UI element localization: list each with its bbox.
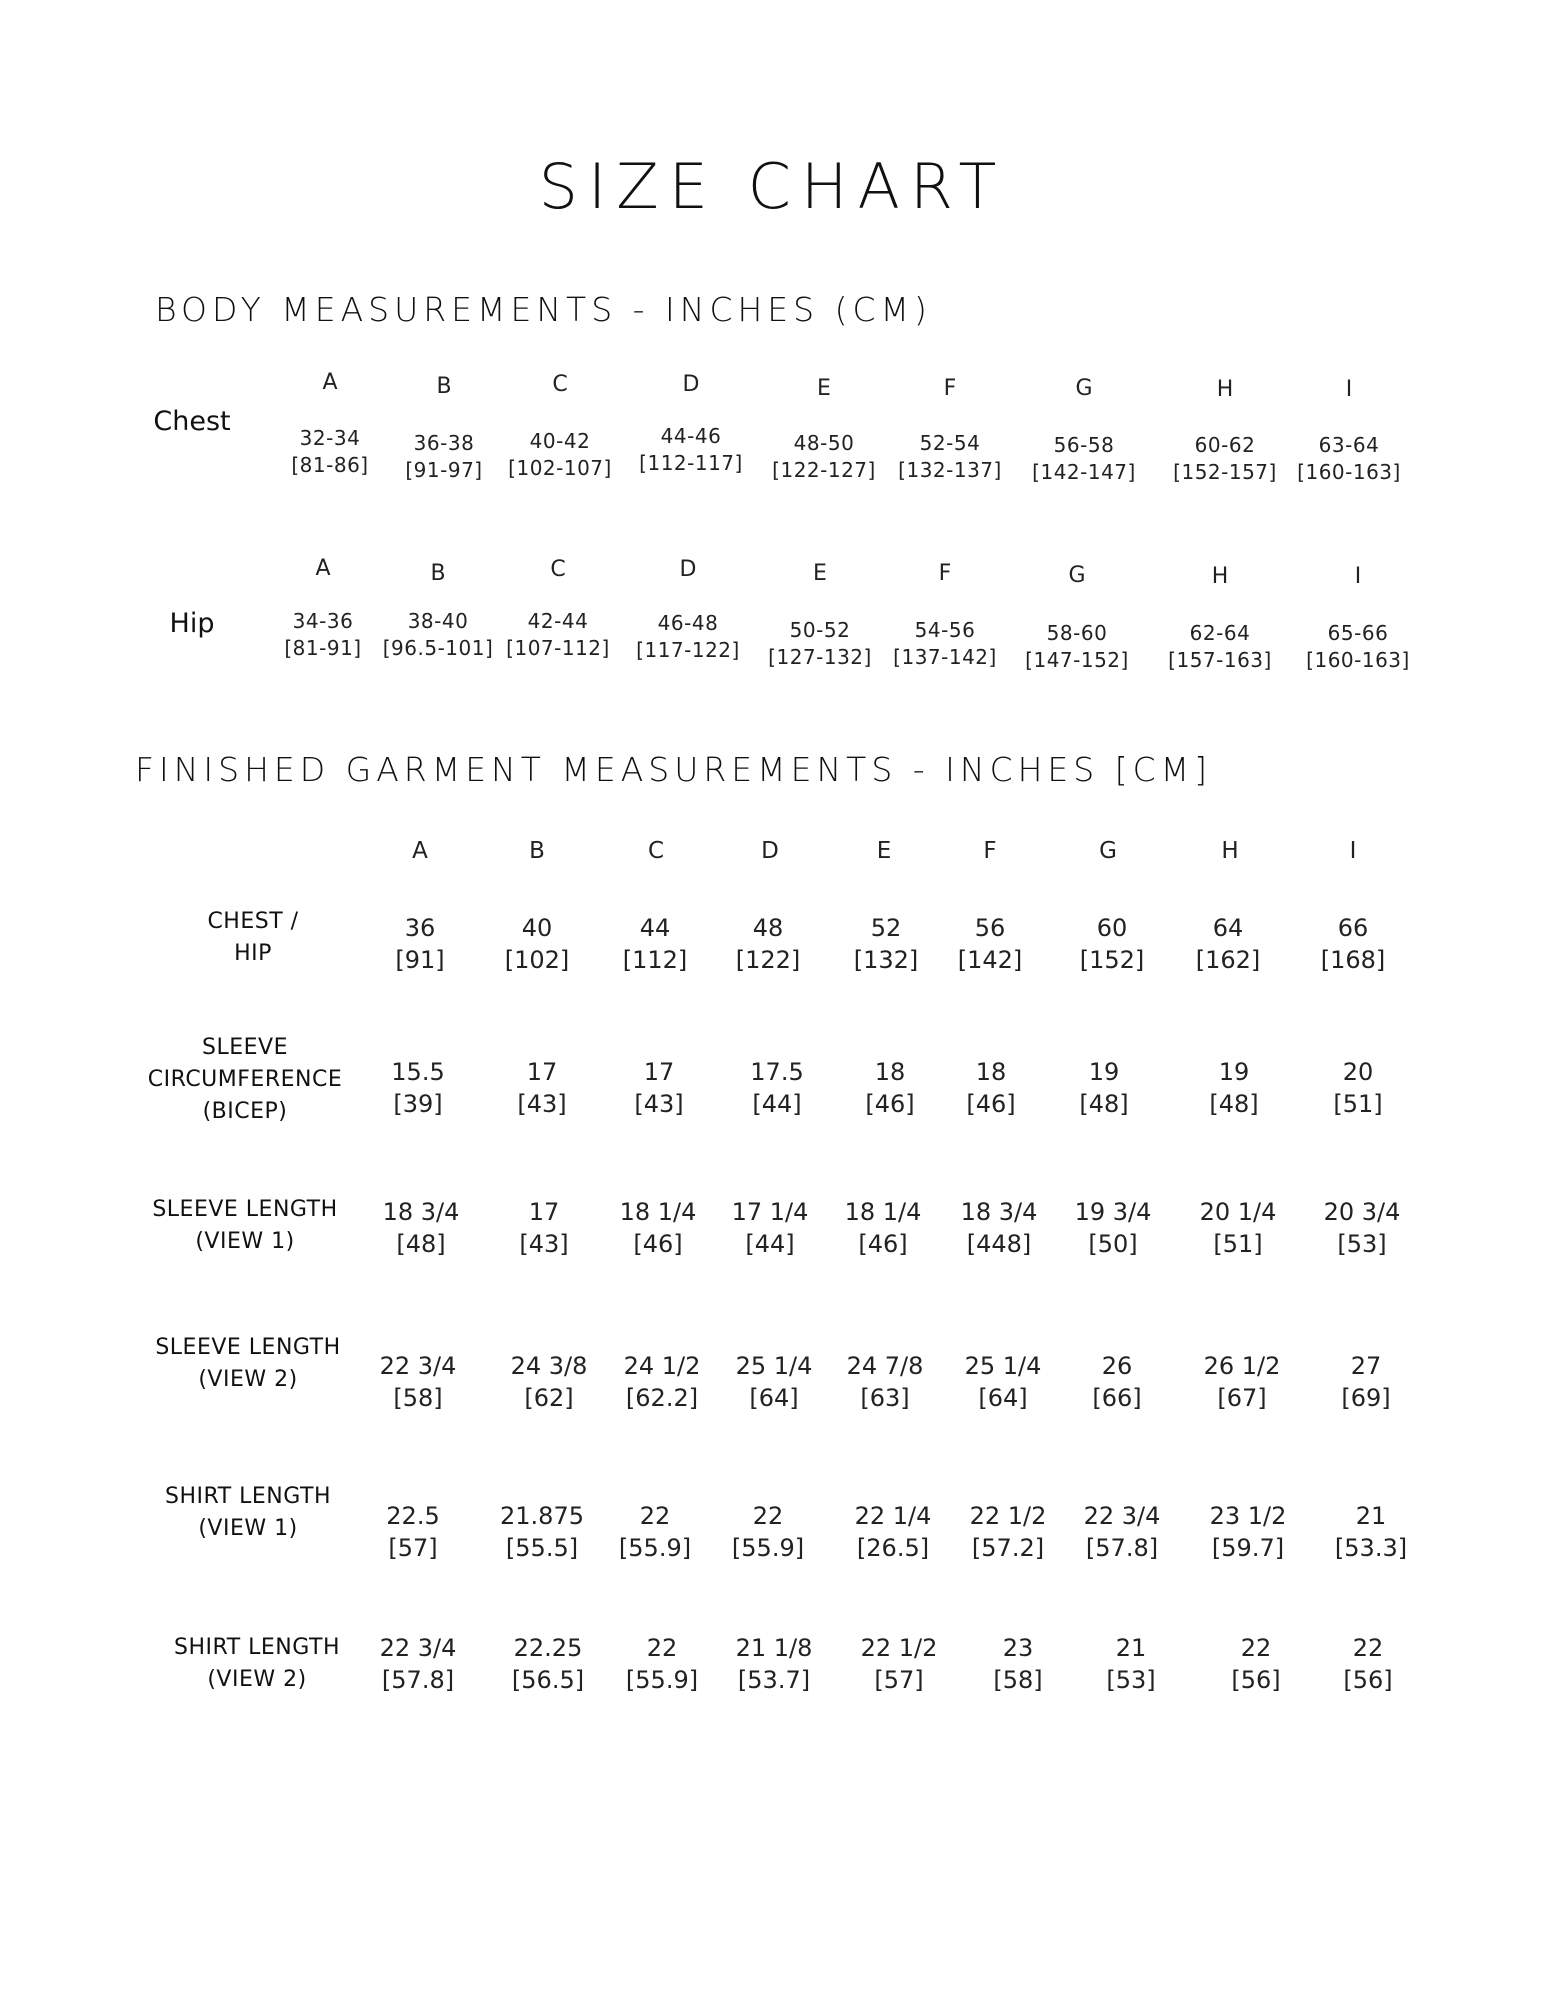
row-label-line: SLEEVE LENGTH (155, 1335, 341, 1360)
measurement-cell (291, 425, 368, 479)
measurement-cell (511, 1350, 588, 1414)
cm-value: [112-117] (639, 451, 743, 475)
row-label (174, 1632, 340, 1696)
size-header: I (1349, 838, 1357, 864)
measurement-cell (512, 1632, 584, 1696)
measurement-cell (620, 1196, 697, 1260)
measurement-cell (380, 1350, 457, 1414)
inches-value: 22.25 (513, 1634, 583, 1662)
inches-value: 22 (639, 1502, 671, 1530)
inches-value: 22 3/4 (1083, 1502, 1161, 1530)
inches-value: 54-56 (914, 618, 976, 642)
measurement-cell (1297, 432, 1401, 486)
inches-value: 21 (1355, 1502, 1387, 1530)
cm-value: [53.7] (737, 1666, 811, 1694)
cm-value: [137-142] (893, 645, 997, 669)
row-label: Hip (169, 608, 215, 639)
measurement-cell (1080, 912, 1145, 976)
cm-value: [62.2] (625, 1384, 699, 1412)
cm-value: [448] (966, 1230, 1032, 1258)
measurement-cell (391, 1056, 444, 1120)
cm-value: [43] (519, 1230, 569, 1258)
size-header: E (876, 838, 892, 864)
inches-value: 22 (752, 1502, 784, 1530)
cm-value: [59.7] (1211, 1534, 1285, 1562)
inches-value: 48-50 (793, 431, 855, 455)
cm-value: [152] (1079, 946, 1145, 974)
cm-value: [162] (1195, 946, 1261, 974)
measurement-cell (965, 1350, 1042, 1414)
measurement-cell (1079, 1056, 1128, 1120)
cm-value: [51] (1213, 1230, 1263, 1258)
row-label-line: (VIEW 2) (207, 1667, 307, 1692)
size-header: E (817, 376, 831, 401)
cm-value: [44] (745, 1230, 795, 1258)
measurement-cell (1106, 1632, 1155, 1696)
inches-value: 17.5 (750, 1058, 804, 1086)
cm-value: [53.3] (1334, 1534, 1408, 1562)
measurement-cell (768, 617, 872, 671)
cm-value: [160-163] (1297, 460, 1401, 484)
inches-value: 17 1/4 (731, 1198, 809, 1226)
cm-value: [132] (853, 946, 919, 974)
cm-value: [122] (735, 946, 801, 974)
measurement-cell (623, 912, 688, 976)
cm-value: [51] (1333, 1090, 1383, 1118)
cm-value: [81-91] (284, 636, 362, 660)
row-label-line: (BICEP) (202, 1099, 288, 1124)
size-header: C (552, 372, 568, 397)
measurement-cell (1324, 1196, 1401, 1260)
size-header: F (983, 838, 997, 864)
inches-value: 52 (870, 914, 902, 942)
size-header: G (1068, 563, 1086, 588)
inches-value: 23 (1002, 1634, 1034, 1662)
measurement-cell (1092, 1350, 1141, 1414)
size-header: B (529, 838, 545, 864)
inches-value: 22 (646, 1634, 678, 1662)
inches-value: 21 (1115, 1634, 1147, 1662)
measurement-cell (383, 608, 494, 662)
inches-value: 36-38 (413, 431, 475, 455)
cm-value: [102-107] (508, 456, 612, 480)
measurement-cell (1173, 432, 1277, 486)
measurement-cell (386, 1500, 439, 1564)
cm-value: [91] (395, 946, 445, 974)
cm-value: [64] (749, 1384, 799, 1412)
body-measurements-heading: BODY MEASUREMENTS - INCHES (CM) (155, 290, 932, 329)
inches-value: 17 (643, 1058, 675, 1086)
inches-value: 42-44 (527, 609, 589, 633)
measurement-cell (1196, 912, 1261, 976)
inches-value: 58-60 (1046, 621, 1108, 645)
size-header: F (938, 561, 952, 586)
inches-value: 44-46 (660, 424, 722, 448)
inches-value: 24 3/8 (510, 1352, 588, 1380)
inches-value: 19 3/4 (1074, 1198, 1152, 1226)
measurement-cell (626, 1632, 698, 1696)
measurement-cell (961, 1196, 1038, 1260)
size-header: G (1075, 376, 1093, 401)
cm-value: [112] (622, 946, 688, 974)
cm-value: [64] (978, 1384, 1028, 1412)
cm-value: [142-147] (1032, 460, 1136, 484)
measurement-cell (1341, 1350, 1390, 1414)
cm-value: [46] (633, 1230, 683, 1258)
inches-value: 38-40 (407, 609, 469, 633)
inches-value: 48 (752, 914, 784, 942)
inches-value: 19 (1088, 1058, 1120, 1086)
measurement-cell (624, 1350, 701, 1414)
measurement-cell (958, 912, 1023, 976)
inches-value: 56-58 (1053, 433, 1115, 457)
measurement-cell (1343, 1632, 1392, 1696)
cm-value: [66] (1092, 1384, 1142, 1412)
size-header: D (682, 372, 700, 397)
inches-value: 21.875 (500, 1502, 584, 1530)
inches-value: 60-62 (1194, 433, 1256, 457)
cm-value: [50] (1088, 1230, 1138, 1258)
page-title: SIZE CHART (538, 150, 1007, 223)
inches-value: 18 3/4 (382, 1198, 460, 1226)
cm-value: [57.2] (971, 1534, 1045, 1562)
measurement-cell (508, 428, 612, 482)
size-header: I (1354, 564, 1362, 589)
row-label-line: (VIEW 2) (198, 1367, 298, 1392)
inches-value: 20 3/4 (1323, 1198, 1401, 1226)
inches-value: 26 1/2 (1203, 1352, 1281, 1380)
inches-value: 18 3/4 (960, 1198, 1038, 1226)
cm-value: [43] (517, 1090, 567, 1118)
row-label-line: SHIRT LENGTH (165, 1484, 331, 1509)
cm-value: [46] (865, 1090, 915, 1118)
cm-value: [96.5-101] (382, 636, 494, 660)
inches-value: 22 1/4 (854, 1502, 932, 1530)
row-label-line: SLEEVE (202, 1035, 288, 1060)
cm-value: [55.5] (505, 1534, 579, 1562)
measurement-cell (893, 617, 997, 671)
cm-value: [48] (1209, 1090, 1259, 1118)
inches-value: 19 (1218, 1058, 1250, 1086)
row-label-line: SHIRT LENGTH (174, 1635, 340, 1660)
inches-value: 50-52 (789, 618, 851, 642)
measurement-cell (519, 1196, 568, 1260)
inches-value: 22 3/4 (379, 1634, 457, 1662)
measurement-cell (284, 608, 361, 662)
cm-value: [39] (393, 1090, 443, 1118)
cm-value: [58] (393, 1384, 443, 1412)
inches-value: 18 1/4 (619, 1198, 697, 1226)
cm-value: [53] (1337, 1230, 1387, 1258)
cm-value: [57] (874, 1666, 924, 1694)
size-header: F (943, 376, 957, 401)
cm-value: [107-112] (506, 636, 610, 660)
measurement-cell (750, 1056, 803, 1120)
inches-value: 18 1/4 (844, 1198, 922, 1226)
inches-value: 34-36 (292, 609, 354, 633)
size-header: B (430, 561, 446, 586)
inches-value: 17 (526, 1058, 558, 1086)
cm-value: [44] (752, 1090, 802, 1118)
size-header: A (315, 556, 331, 581)
cm-value: [62] (524, 1384, 574, 1412)
cm-value: [147-152] (1025, 648, 1129, 672)
inches-value: 15.5 (391, 1058, 445, 1086)
cm-value: [56.5] (511, 1666, 585, 1694)
size-header: I (1345, 377, 1353, 402)
inches-value: 17 (528, 1198, 560, 1226)
cm-value: [43] (634, 1090, 684, 1118)
cm-value: [58] (993, 1666, 1043, 1694)
measurement-cell (634, 1056, 683, 1120)
inches-value: 24 7/8 (846, 1352, 924, 1380)
inches-value: 52-54 (919, 431, 981, 455)
inches-value: 25 1/4 (735, 1352, 813, 1380)
inches-value: 26 (1101, 1352, 1133, 1380)
measurement-cell (383, 1196, 460, 1260)
inches-value: 64 (1212, 914, 1244, 942)
row-label-line: SLEEVE LENGTH (152, 1197, 338, 1222)
size-header: D (761, 838, 779, 864)
measurement-cell (395, 912, 444, 976)
measurement-cell (966, 1056, 1015, 1120)
measurement-cell (506, 608, 610, 662)
inches-value: 22 3/4 (379, 1352, 457, 1380)
measurement-cell (847, 1350, 924, 1414)
inches-value: 22 (1240, 1634, 1272, 1662)
cm-value: [46] (966, 1090, 1016, 1118)
measurement-cell (736, 912, 801, 976)
measurement-cell (1084, 1500, 1161, 1564)
cm-value: [57] (388, 1534, 438, 1562)
inches-value: 21 1/8 (735, 1634, 813, 1662)
cm-value: [142] (957, 946, 1023, 974)
size-header: C (647, 838, 665, 864)
inches-value: 22 1/2 (969, 1502, 1047, 1530)
measurement-cell (1306, 620, 1410, 674)
cm-value: [53] (1106, 1666, 1156, 1694)
cm-value: [55.9] (625, 1666, 699, 1694)
inches-value: 40 (521, 914, 553, 942)
cm-value: [55.9] (731, 1534, 805, 1562)
inches-value: 63-64 (1318, 433, 1380, 457)
size-header: A (412, 838, 428, 864)
measurement-cell (639, 423, 743, 477)
cm-value: [48] (396, 1230, 446, 1258)
row-label-line: HIP (234, 941, 272, 966)
cm-value: [69] (1341, 1384, 1391, 1412)
row-label-line: (VIEW 1) (198, 1516, 298, 1541)
row-label (155, 1332, 340, 1396)
cm-value: [152-157] (1173, 460, 1277, 484)
size-header: B (436, 374, 452, 399)
cm-value: [117-122] (636, 638, 740, 662)
measurement-cell (380, 1632, 457, 1696)
measurement-cell (1321, 912, 1386, 976)
size-header: H (1216, 377, 1234, 402)
measurement-cell (993, 1632, 1042, 1696)
inches-value: 32-34 (299, 426, 361, 450)
inches-value: 25 1/4 (964, 1352, 1042, 1380)
row-label: Chest (153, 406, 231, 437)
inches-value: 44 (639, 914, 671, 942)
cm-value: [57.8] (1085, 1534, 1159, 1562)
row-label (165, 1481, 331, 1545)
measurement-cell (1075, 1196, 1152, 1260)
cm-value: [67] (1217, 1384, 1267, 1412)
cm-value: [46] (858, 1230, 908, 1258)
measurement-cell (1025, 620, 1129, 674)
cm-value: [127-132] (768, 645, 872, 669)
measurement-cell (1333, 1056, 1382, 1120)
inches-value: 22 1/2 (860, 1634, 938, 1662)
measurement-cell (898, 430, 1002, 484)
measurement-cell (970, 1500, 1047, 1564)
row-label-line: (VIEW 1) (195, 1229, 295, 1254)
cm-value: [48] (1079, 1090, 1129, 1118)
measurement-cell (505, 912, 570, 976)
measurement-cell (845, 1196, 922, 1260)
cm-value: [102] (504, 946, 570, 974)
cm-value: [81-86] (291, 453, 369, 477)
size-header: H (1211, 564, 1229, 589)
cm-value: [63] (860, 1384, 910, 1412)
inches-value: 66 (1337, 914, 1369, 942)
size-header: A (322, 370, 338, 395)
inches-value: 46-48 (657, 611, 719, 635)
measurement-cell (865, 1056, 914, 1120)
measurement-cell (1032, 432, 1136, 486)
measurement-cell (861, 1632, 938, 1696)
row-label (148, 1032, 342, 1128)
cm-value: [56] (1231, 1666, 1281, 1694)
inches-value: 56 (974, 914, 1006, 942)
inches-value: 20 1/4 (1199, 1198, 1277, 1226)
measurement-cell (732, 1500, 804, 1564)
inches-value: 18 (874, 1058, 906, 1086)
row-label (207, 906, 298, 970)
measurement-cell (736, 1350, 813, 1414)
inches-value: 62-64 (1189, 621, 1251, 645)
row-label (152, 1194, 337, 1258)
inches-value: 23 1/2 (1209, 1502, 1287, 1530)
inches-value: 65-66 (1327, 621, 1389, 645)
measurement-cell (1210, 1500, 1287, 1564)
measurement-cell (855, 1500, 932, 1564)
inches-value: 60 (1096, 914, 1128, 942)
cm-value: [157-163] (1168, 648, 1272, 672)
inches-value: 40-42 (529, 429, 591, 453)
cm-value: [55.9] (618, 1534, 692, 1562)
measurement-cell (636, 610, 740, 664)
cm-value: [160-163] (1306, 648, 1410, 672)
size-header: G (1099, 838, 1117, 864)
row-label-line: CHEST / (207, 909, 299, 934)
measurement-cell (772, 430, 876, 484)
inches-value: 24 1/2 (623, 1352, 701, 1380)
cm-value: [57.8] (381, 1666, 455, 1694)
inches-value: 20 (1342, 1058, 1374, 1086)
inches-value: 22.5 (386, 1502, 440, 1530)
measurement-cell (854, 912, 919, 976)
measurement-cell (405, 430, 482, 484)
cm-value: [56] (1343, 1666, 1393, 1694)
measurement-cell (517, 1056, 566, 1120)
inches-value: 22 (1352, 1634, 1384, 1662)
size-header: D (679, 557, 697, 582)
size-header: H (1221, 838, 1239, 864)
measurement-cell (1200, 1196, 1277, 1260)
measurement-cell (1335, 1500, 1407, 1564)
measurement-cell (1168, 620, 1272, 674)
measurement-cell (1231, 1632, 1280, 1696)
cm-value: [91-97] (405, 458, 483, 482)
cm-value: [26.5] (856, 1534, 930, 1562)
garment-measurements-heading: FINISHED GARMENT MEASUREMENTS - INCHES [CM] (135, 750, 1212, 789)
inches-value: 18 (975, 1058, 1007, 1086)
cm-value: [122-127] (772, 458, 876, 482)
inches-value: 27 (1350, 1352, 1382, 1380)
measurement-cell (736, 1632, 813, 1696)
measurement-cell (619, 1500, 691, 1564)
measurement-cell (732, 1196, 809, 1260)
size-header: C (550, 557, 566, 582)
cm-value: [168] (1320, 946, 1386, 974)
measurement-cell (1204, 1350, 1281, 1414)
cm-value: [132-137] (898, 458, 1002, 482)
size-header: E (813, 561, 827, 586)
measurement-cell (500, 1500, 584, 1564)
measurement-cell (1209, 1056, 1258, 1120)
inches-value: 36 (404, 914, 436, 942)
row-label-line: CIRCUMFERENCE (147, 1067, 343, 1092)
